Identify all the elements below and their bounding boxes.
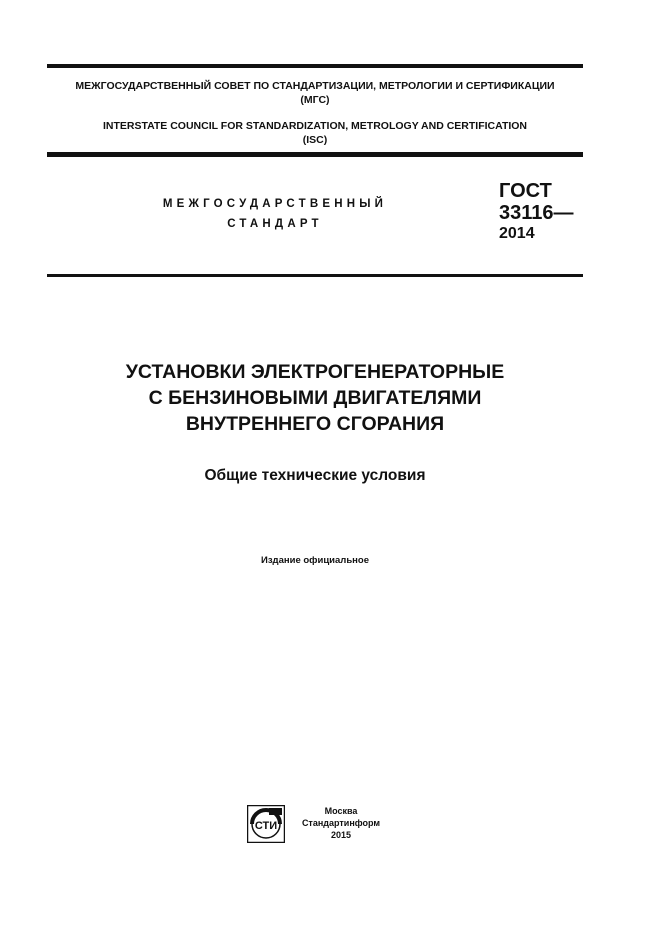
council-ru-line1: МЕЖГОСУДАРСТВЕННЫЙ СОВЕТ ПО СТАНДАРТИЗАЦИИ, МЕТРОЛОГИИ И СЕРТИФИКАЦИИ [75, 80, 555, 92]
document-title [47, 359, 583, 437]
council-en-line1: INTERSTATE COUNCIL FOR STANDARDIZATION, METROLOGY AND CERTIFICATION [102, 120, 528, 132]
gost-number: 33116— [499, 202, 574, 224]
publisher-year: 2015 [330, 830, 352, 840]
council-bottom-rule [47, 152, 583, 157]
council-name-ru [47, 79, 583, 107]
header-bottom-rule [47, 274, 583, 277]
standard-kind-line1: МЕЖГОСУДАРСТВЕННЫЙ [162, 198, 388, 210]
title-line3: ВНУТРЕННЕГО СГОРАНИЯ [185, 413, 445, 435]
standard-kind [130, 194, 420, 234]
title-line1: УСТАНОВКИ ЭЛЕКТРОГЕНЕРАТОРНЫЕ [125, 361, 505, 383]
document-subtitle: Общие технические условия [204, 467, 426, 484]
publisher-info [296, 805, 386, 841]
top-rule [47, 64, 583, 68]
council-name-en [47, 119, 583, 147]
gost-year: 2014 [499, 225, 535, 242]
standard-kind-line2: СТАНДАРТ [227, 218, 323, 230]
publisher-city: Москва [324, 806, 358, 816]
edition-note: Издание официальное [261, 555, 369, 566]
title-line2: С БЕНЗИНОВЫМИ ДВИГАТЕЛЯМИ [148, 387, 482, 409]
publisher-name: Стандартинформ [301, 818, 381, 828]
council-ru-abbr: (МГС) [300, 94, 330, 106]
council-en-abbr: (ISC) [302, 134, 328, 146]
standard-designation [499, 180, 599, 244]
logo-text: СТИ [254, 820, 278, 832]
gost-label: ГОСТ [499, 180, 552, 202]
standartinform-logo-icon [247, 805, 285, 843]
